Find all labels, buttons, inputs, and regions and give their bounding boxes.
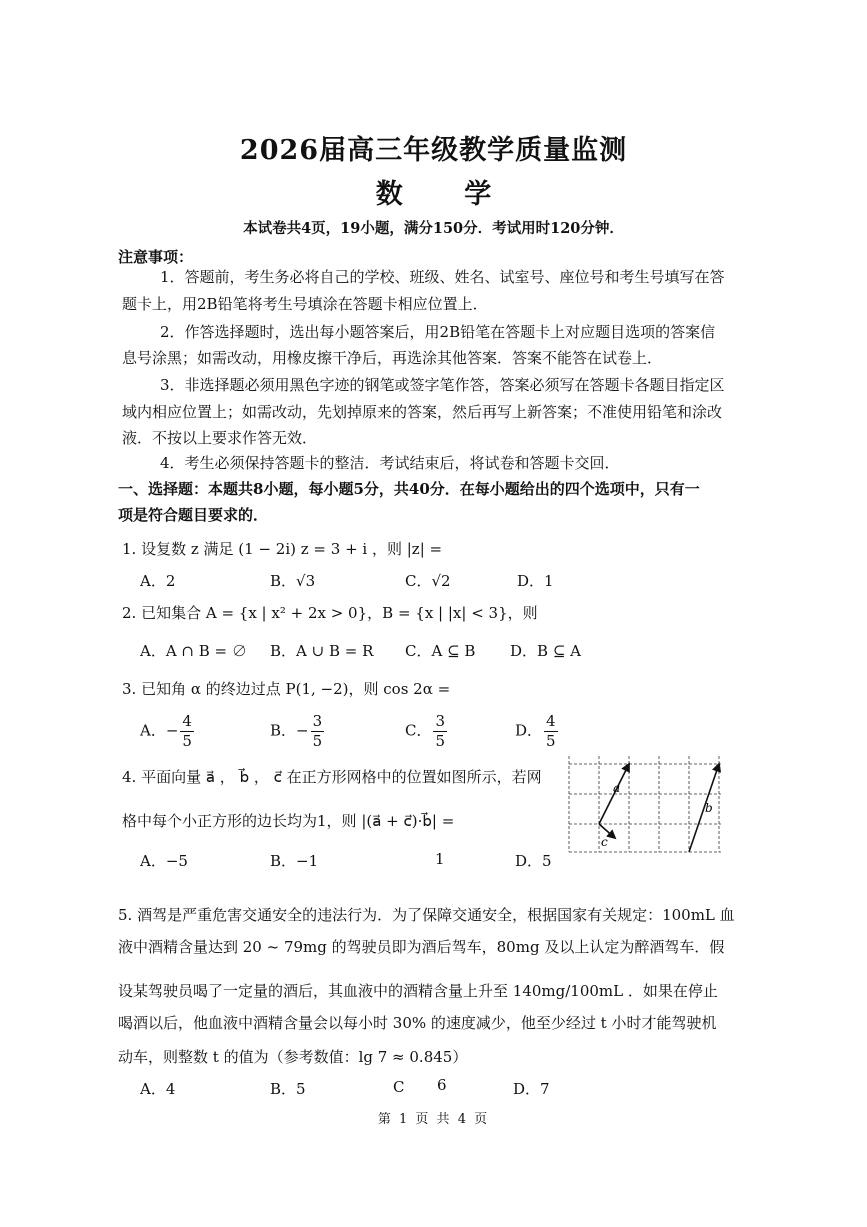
fraction-numerator: 4 xyxy=(182,712,192,730)
q3-option-a xyxy=(140,712,194,751)
question-5-line: 液中酒精含量达到 20 ~ 79mg 的驾驶员即为酒后驾车，80mg 及以上认定为醉酒驾车．假 xyxy=(118,938,725,956)
option-sign: − xyxy=(296,721,309,740)
vector-grid-figure xyxy=(565,748,725,858)
notes-line: 域内相应位置上；如需改动，先划掉原来的答案，然后再写上新答案；不准使用铅笔和涂改 xyxy=(122,403,723,421)
question-4-line1: 4. 平面向量 a⃗ ， b⃗ ， c⃗ 在正方形网格中的位置如图所示，若网 xyxy=(122,768,542,786)
q4-option-a: A．−5 xyxy=(140,852,188,870)
question-3-stem: 3. 已知角 α 的终边过点 P(1, −2)，则 cos 2α = xyxy=(122,680,451,698)
q1-option-b: B．√3 xyxy=(270,572,316,590)
exam-title: 2026届高三年级教学质量监测 xyxy=(239,135,628,166)
question-2-stem: 2. 已知集合 A = {x | x² + 2x > 0}，B = {x | |x| < 3}，则 xyxy=(122,604,538,622)
question-5-line: 动车，则整数 t 的值为（参考数值：lg 7 ≈ 0.845） xyxy=(118,1048,468,1066)
q3-option-d xyxy=(515,712,558,751)
q5-option-d: D．7 xyxy=(513,1080,550,1098)
option-label: A． xyxy=(140,721,166,740)
q1-option-c: C．√2 xyxy=(405,572,451,590)
label-c: c xyxy=(601,835,608,849)
q5-option-c: 6 xyxy=(437,1076,447,1094)
question-5-line: 5. 酒驾是严重危害交通安全的违法行为．为了保障交通安全，根据国家有关规定：100mL 血 xyxy=(118,906,735,924)
q3-option-b xyxy=(270,712,324,751)
q1-option-a: A．2 xyxy=(140,572,176,590)
q4-option-b: B．−1 xyxy=(270,852,319,870)
option-sign: − xyxy=(165,721,179,740)
subject-title: 数 学 xyxy=(375,179,518,210)
q2-option-c: C．A ⊆ B xyxy=(405,642,476,660)
q2-option-b: B．A ∪ B = R xyxy=(270,642,374,660)
label-a: a xyxy=(613,781,621,795)
label-b: b xyxy=(705,801,713,815)
notes-line: 1．答题前，考生务必将自己的学校、班级、姓名、试室号、座位号和考生号填写在答 xyxy=(160,268,725,286)
notes-line: 息号涂黑；如需改动，用橡皮擦干净后，再选涂其他答案．答案不能答在试卷上． xyxy=(122,349,663,367)
fraction-numerator: 3 xyxy=(435,712,446,730)
section-heading-cont: 项是符合题目要求的． xyxy=(118,506,269,524)
fraction-numerator: 3 xyxy=(312,712,323,730)
page-footer: 第 1 页 共 4 页 xyxy=(377,1112,490,1127)
notes-heading: 注意事项： xyxy=(118,248,194,266)
q5-option-a: A．4 xyxy=(140,1080,176,1098)
exam-info: 本试卷共4页，19小题，满分150分．考试用时120分钟． xyxy=(243,220,624,237)
q2-option-a: A．A ∩ B = ∅ xyxy=(140,642,247,660)
question-4-line2: 格中每个小正方形的边长均为1，则 |(a⃗ + c⃗)·b⃗| = xyxy=(122,812,455,830)
q4-option-c: 1 xyxy=(435,850,445,868)
notes-line: 4．考生必须保持答题卡的整洁．考试结束后，将试卷和答题卡交回． xyxy=(160,454,620,472)
fraction xyxy=(544,712,558,751)
question-5-line: 设某驾驶员喝了一定量的酒后，其血液中的酒精含量上升至 140mg/100mL ．如果在停止 xyxy=(118,982,718,1000)
fraction-denominator: 5 xyxy=(435,731,446,750)
fraction xyxy=(433,712,447,751)
notes-line: 2．作答选择题时，选出每小题答案后，用2B铅笔在答题卡上对应题目选项的答案信 xyxy=(160,323,716,341)
q3-option-c xyxy=(405,712,447,751)
q5-option-b: B．5 xyxy=(270,1080,306,1098)
q1-option-d: D．1 xyxy=(517,572,554,590)
notes-line: 3．非选择题必须用黑色字迹的钢笔或签字笔作答，答案必须写在答题卡各题目指定区 xyxy=(160,376,725,394)
vector-b xyxy=(689,764,719,852)
section-heading: 一、选择题：本题共8小题，每小题5分，共40分．在每小题给出的四个选项中，只有一 xyxy=(118,480,700,498)
notes-line: 题卡上，用2B铅笔将考生号填涂在答题卡相应位置上． xyxy=(122,295,488,313)
fraction xyxy=(311,712,325,751)
q2-option-d: D．B ⊆ A xyxy=(510,642,581,660)
fraction xyxy=(180,712,194,751)
option-label: B． xyxy=(270,721,297,740)
q5-option-c-label: C xyxy=(393,1078,405,1096)
notes-line: 液．不按以上要求作答无效． xyxy=(122,429,318,447)
fraction-denominator: 5 xyxy=(182,731,192,750)
fraction-denominator: 5 xyxy=(546,731,556,750)
question-5-line: 喝酒以后，他血液中酒精含量会以每小时 30% 的速度减少，他至少经过 t 小时才能驾驶机 xyxy=(118,1014,717,1032)
fraction-numerator: 4 xyxy=(546,712,556,730)
option-label: C． xyxy=(405,721,432,740)
q4-option-d: D．5 xyxy=(515,852,552,870)
fraction-denominator: 5 xyxy=(312,731,323,750)
question-1-stem: 1. 设复数 z 满足 (1 − 2i) z = 3 + i ，则 |z| = xyxy=(122,540,443,558)
option-label: D． xyxy=(515,721,543,740)
